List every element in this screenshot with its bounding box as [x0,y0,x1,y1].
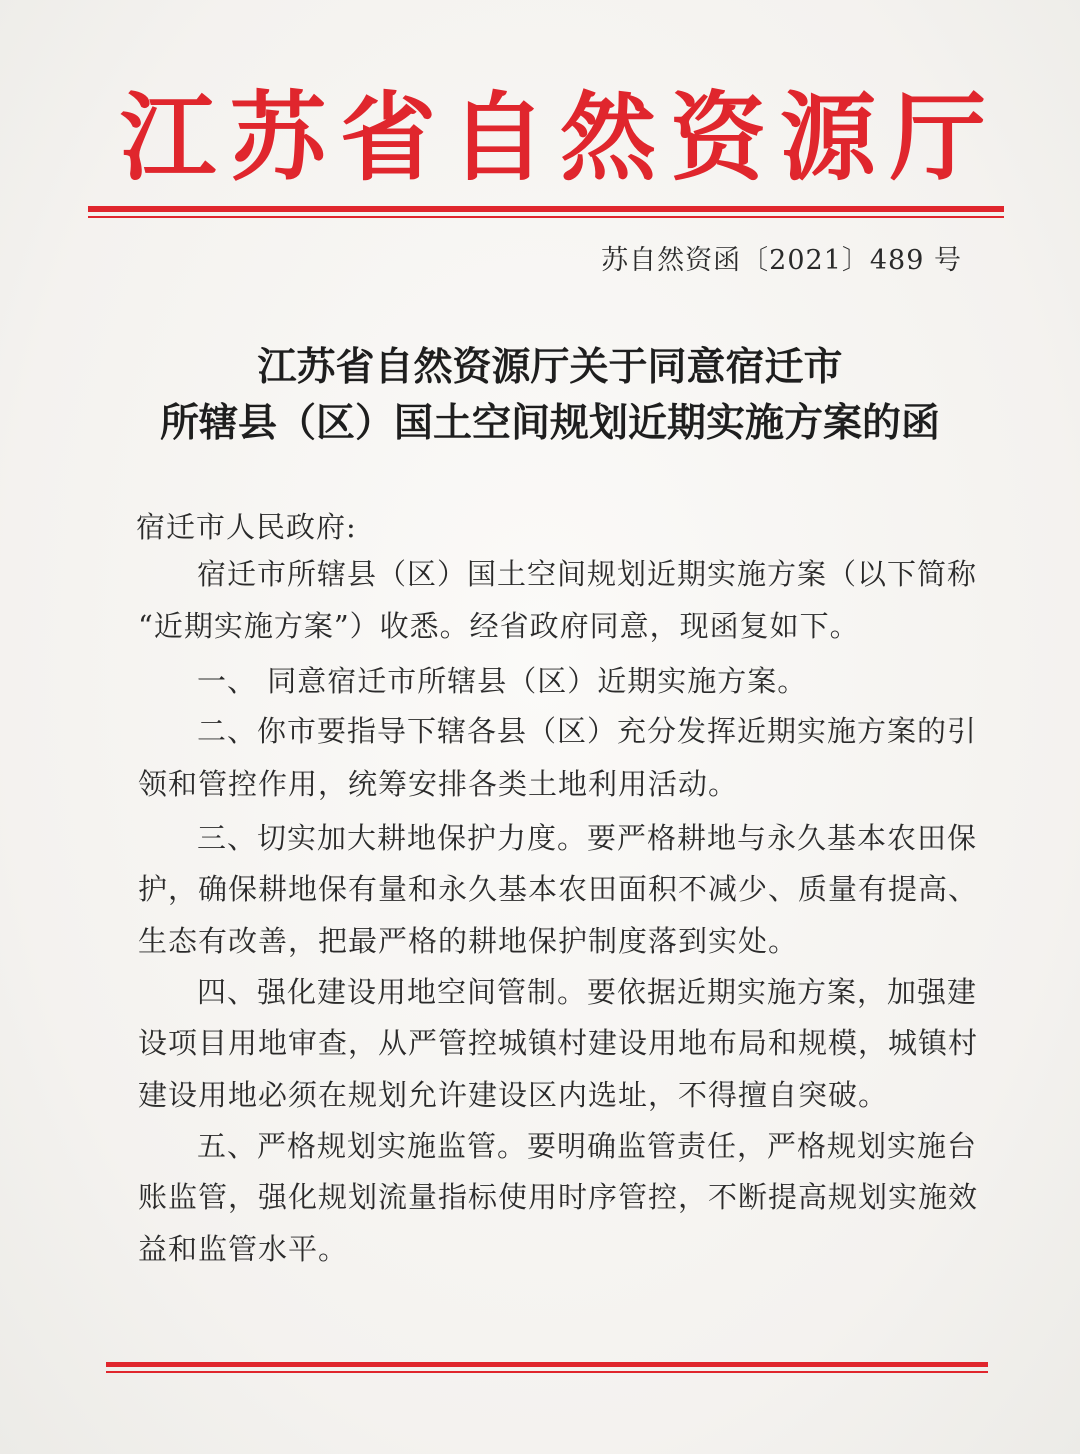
body-line: “近期实施方案”）收悉。经省政府同意，现函复如下。 [138,609,860,643]
body-line: 益和监管水平。 [138,1232,349,1266]
body-line: 护，确保耕地保有量和永久基本农田面积不减少、质量有提高、 [138,872,979,906]
body-line: 二、你市要指导下辖各县（区）充分发挥近期实施方案的引 [197,714,978,748]
body-line: 四、强化建设用地空间管制。要依据近期实施方案，加强建 [197,975,978,1009]
document-title-line-2: 所辖县（区）国土空间规划近期实施方案的函 [159,400,940,446]
body-line: 宿迁市所辖县（区）国土空间规划近期实施方案（以下简称 [197,557,978,591]
body-line: 建设用地必须在规划允许建设区内选址，不得擅自突破。 [138,1078,889,1112]
body-line: 领和管控作用，统筹安排各类土地利用活动。 [138,767,739,801]
footer-red-rule [106,1362,988,1367]
body-line: 三、切实加大耕地保护力度。要严格耕地与永久基本农田保 [197,821,978,855]
body-line: 设项目用地审查，从严管控城镇村建设用地布局和规模，城镇村 [138,1026,979,1060]
document-title-line-1: 江苏省自然资源厅关于同意宿迁市 [257,344,843,390]
body-line: 生态有改善，把最严格的耕地保护制度落到实处。 [138,924,799,958]
letterhead-red-rule-thin [88,216,1004,218]
addressee: 宿迁市人民政府: [136,510,357,544]
letterhead-red-rule [88,206,1004,212]
letterhead-title: 江苏省自然资源厅 [120,81,1000,194]
document-number: 苏自然资函〔2021〕489 号 [601,245,962,276]
body-line: 五、严格规划实施监管。要明确监管责任，严格规划实施台 [197,1129,978,1163]
body-line: 账监管，强化规划流量指标使用时序管控，不断提高规划实施效 [138,1180,979,1214]
footer-red-rule-thin [106,1371,988,1373]
body-line: 一、 同意宿迁市所辖县（区）近期实施方案。 [197,664,808,698]
